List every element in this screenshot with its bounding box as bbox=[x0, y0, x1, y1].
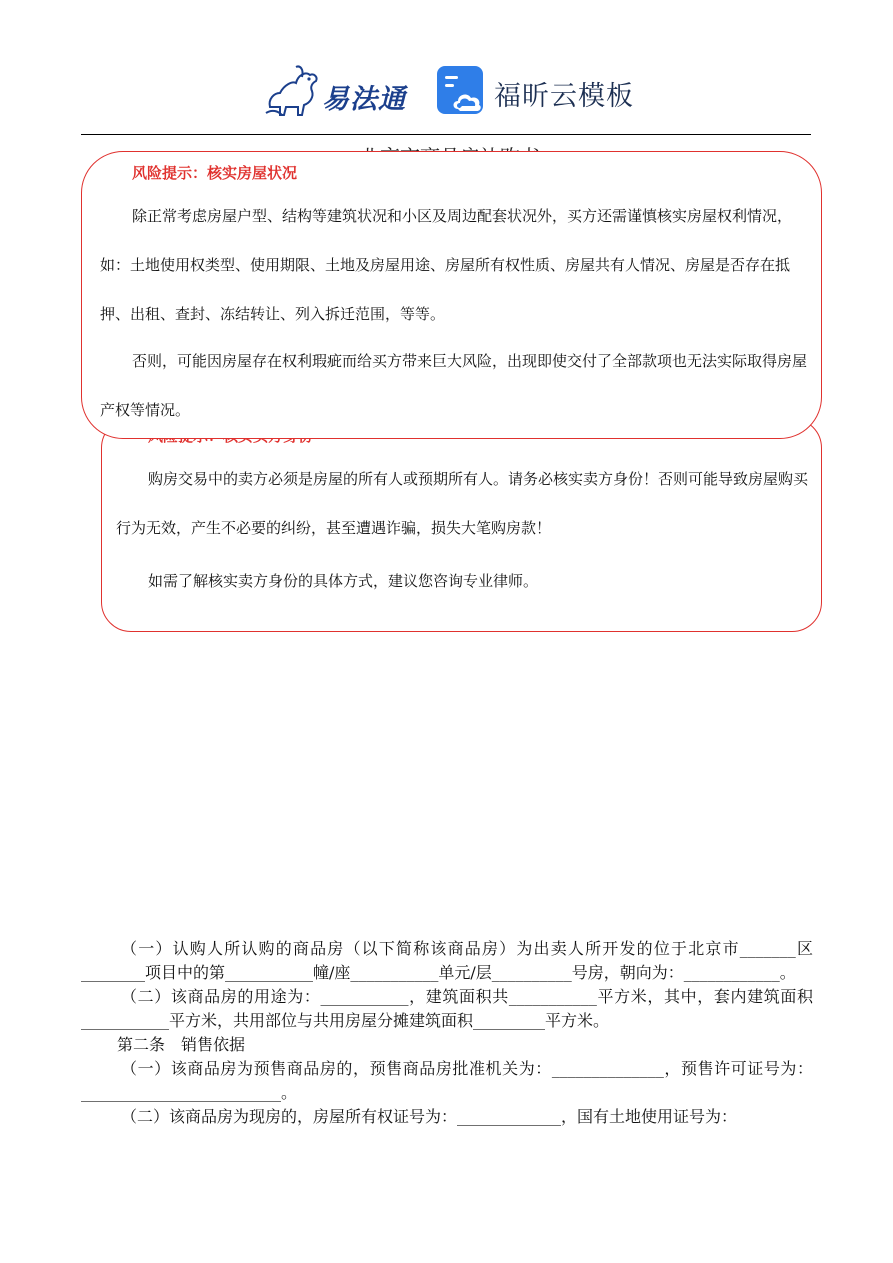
risk-notice-title: 风险提示：核实房屋状况 bbox=[132, 164, 298, 182]
contract-clause: （一）该商品房为预售商品房的，预售商品房批准机关为：______________，预售许可证号为：_________________________。 bbox=[81, 1059, 813, 1102]
contract-clause: （一）认购人所认购的商品房（以下简称该商品房）为出卖人所开发的位于北京市_______区________项目中的第___________幢/座___________单元/层__________号房，朝向为：____________。 bbox=[81, 939, 813, 982]
risk-notice-paragraph: 如需了解核实卖方身份的具体方式，建议您咨询专业律师。 bbox=[148, 572, 539, 590]
contract-body bbox=[81, 937, 813, 1129]
risk-notice-paragraph: 购房交易中的卖方必须是房屋的所有人或预期所有人。请务必核实卖方身份！否则可能导致房屋购买行为无效，产生不必要的纠纷，甚至遭遇诈骗，损失大笔购房款！ bbox=[116, 470, 809, 537]
page-header bbox=[0, 55, 893, 125]
risk-notice-paragraph: 除正常考虑房屋户型、结构等建筑状况和小区及周边配套状况外，买方还需谨慎核实房屋权利情况，如：土地使用权类型、使用期限、土地及房屋用途、房屋所有权性质、房屋共有人情况、房屋是否存在抵押、出租、查封、冻结转让、列入拆迁范围，等等。 bbox=[100, 207, 793, 323]
foxit-template-logo bbox=[436, 65, 636, 119]
header-divider bbox=[81, 134, 811, 135]
contract-clause: （二）该商品房的用途为：___________，建筑面积共___________平方米，其中，套内建筑面积___________平方米，共用部位与共用房屋分摊建筑面积_________平方米。 bbox=[81, 987, 813, 1030]
section-heading: 第二条 销售依据 bbox=[117, 1035, 246, 1054]
foxit-template-logo-text: 福昕云模板 bbox=[494, 81, 634, 112]
risk-notice-seller-identity bbox=[101, 418, 822, 632]
risk-notice-paragraph: 否则，可能因房屋存在权利瑕疵而给买方带来巨大风险，出现即使交付了全部款项也无法实际取得房屋产权等情况。 bbox=[100, 352, 808, 419]
yifatong-logo bbox=[262, 63, 414, 119]
qilin-icon bbox=[262, 63, 322, 119]
contract-clause: （二）该商品房为现房的，房屋所有权证号为：_____________，国有土地使用证号为： bbox=[121, 1107, 738, 1126]
yifatong-logo-text: 易法通 bbox=[322, 84, 406, 115]
risk-notice-property-status bbox=[81, 151, 822, 439]
cloud-document-icon bbox=[436, 65, 486, 117]
